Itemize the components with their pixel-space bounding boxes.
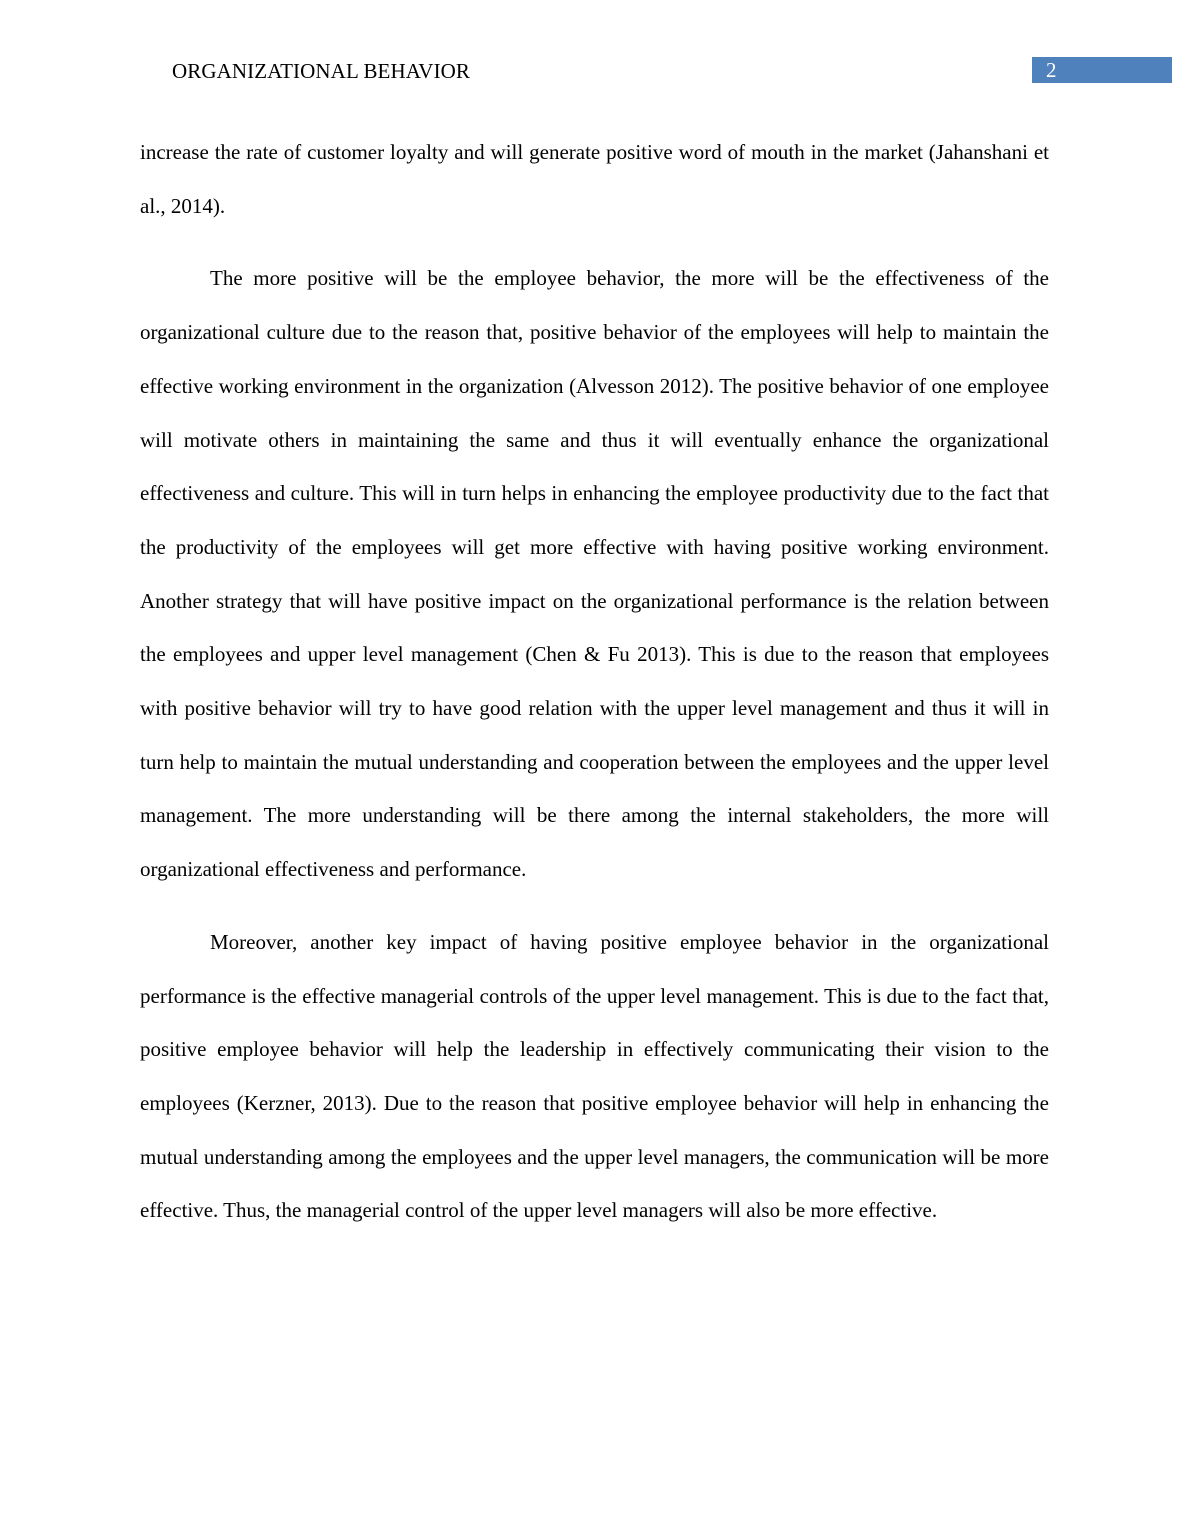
paragraph-employee-behavior: The more positive will be the employee behavior, the more will be the effectiveness of the organizational culture due to the reason that, positive behavior of the employees will help to maintain the effective working environment in the organization (Alvesson 2012). The positive behavior of one employee will motivate others in maintaining the same and thus it will eventually enhance the organizational effectiveness and culture. This will in turn helps in enhancing the employee productivity due to the fact that the productivity of the employees will get more effective with having positive working environment. Another strategy that will have positive impact on the organizational performance is the relation between the employees and upper level management (Chen & Fu 2013). This is due to the reason that employees with positive behavior will try to have good relation with the upper level management and thus it will in turn help to maintain the mutual understanding and cooperation between the employees and the upper level management. The more understanding will be there among the internal stakeholders, the more will organizational effectiveness and performance. [140,266,1049,882]
paragraph-continued: increase the rate of customer loyalty and will generate positive word of mouth in the market (Jahanshani et al., 2014). [140,140,1049,218]
running-head-title: ORGANIZATIONAL BEHAVIOR [172,59,471,83]
paragraph-managerial-controls: Moreover, another key impact of having positive employee behavior in the organizational performance is the effective managerial controls of the upper level management. This is due to the fact that, positive employee behavior will help the leadership in effectively communicating their vision to the employees (Kerzner, 2013). Due to the reason that positive employee behavior will help in enhancing the mutual understanding among the employees and the upper level managers, the communication will be more effective. Thus, the managerial control of the upper level managers will also be more effective. [140,929,1049,1223]
document-body [140,126,1049,1257]
page-number-box [1032,57,1172,83]
page-number: 2 [1046,58,1057,82]
